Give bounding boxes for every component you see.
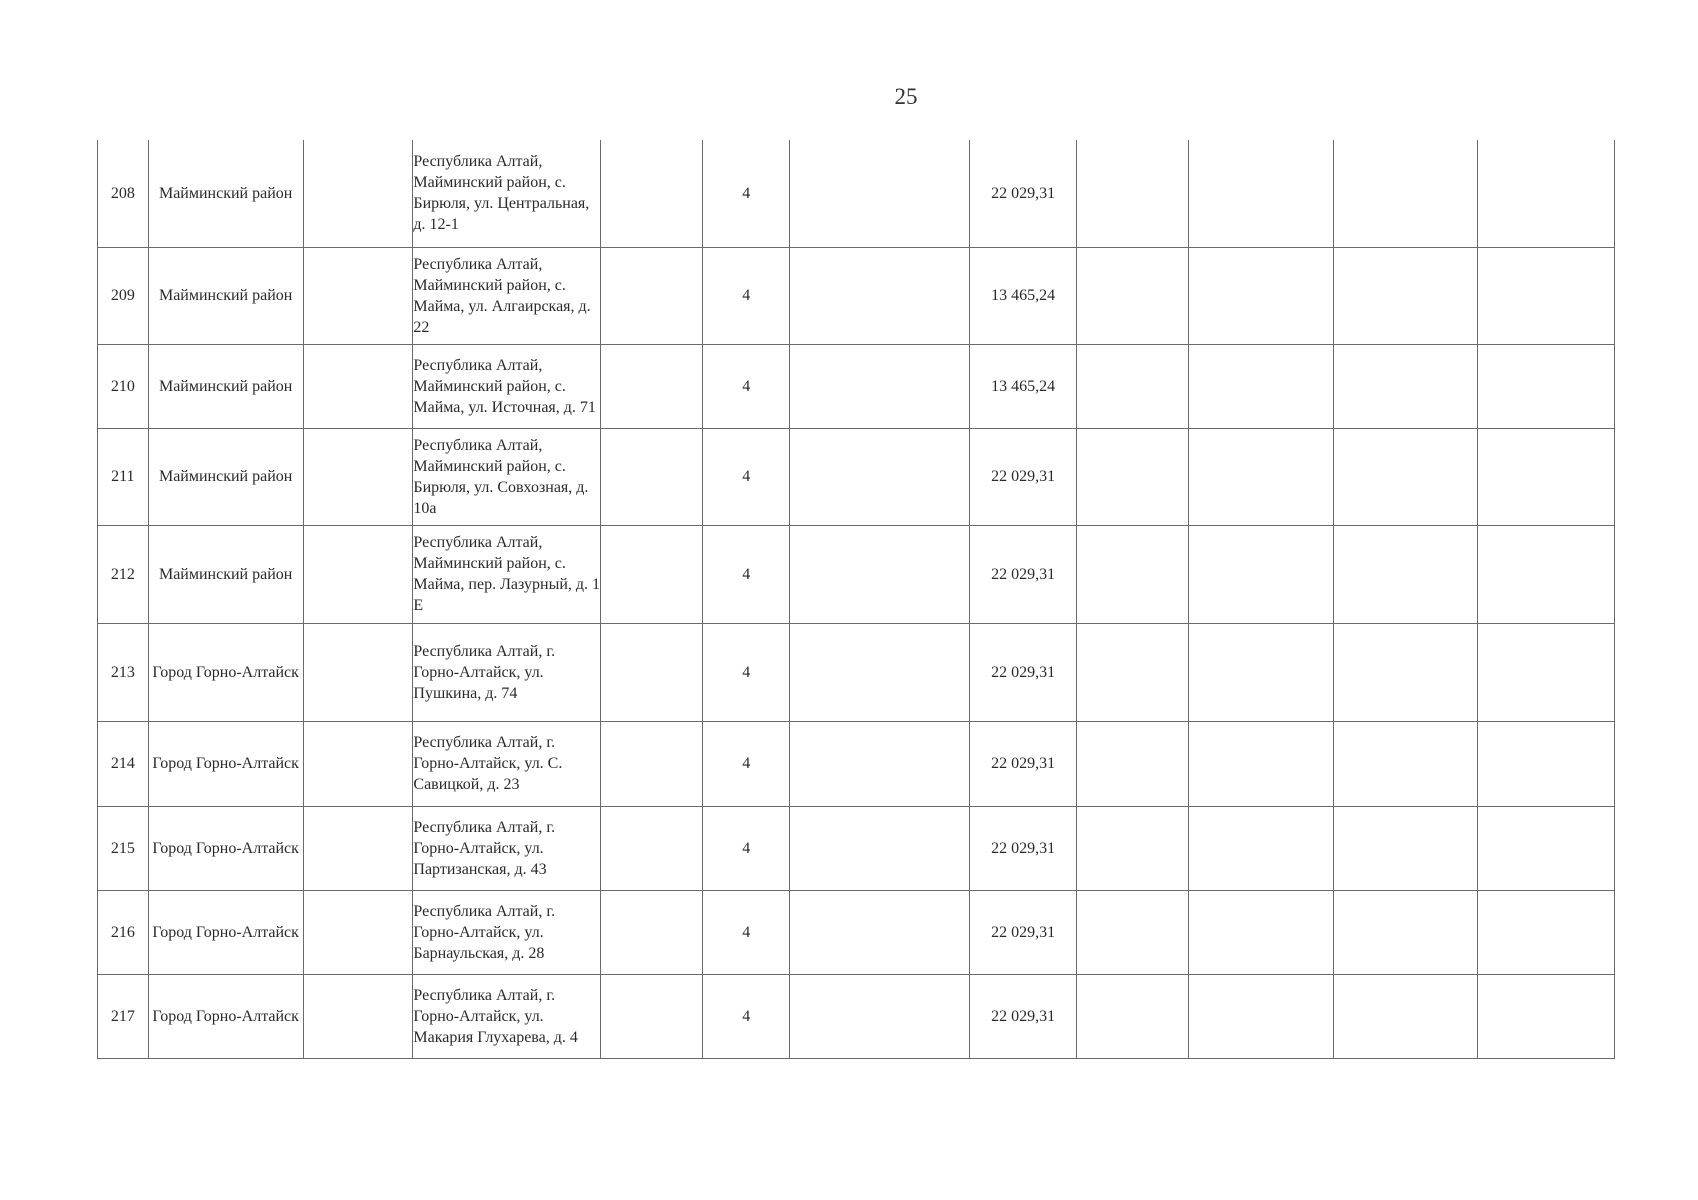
empty-cell: [1076, 974, 1188, 1058]
amount-cell: 22 029,31: [970, 890, 1077, 974]
district-cell: Город Горно-Алтайск: [148, 623, 303, 721]
empty-cell: [1076, 428, 1188, 525]
empty-cell: [1477, 344, 1614, 428]
document-table: [97, 140, 1615, 1059]
empty-cell: [1188, 247, 1334, 344]
empty-cell: [1076, 140, 1188, 247]
address-cell: Республика Алтай, Майминский район, с. Майма, ул. Источная, д. 71: [413, 344, 601, 428]
empty-cell: [1334, 428, 1477, 525]
empty-cell: [1334, 623, 1477, 721]
empty-cell: [303, 623, 413, 721]
empty-cell: [1188, 140, 1334, 247]
empty-cell: [1076, 525, 1188, 623]
empty-cell: [303, 890, 413, 974]
count-cell: 4: [703, 140, 790, 247]
table-row: [98, 140, 1615, 247]
district-cell: Майминский район: [148, 428, 303, 525]
empty-cell: [601, 428, 703, 525]
count-cell: 4: [703, 890, 790, 974]
empty-cell: [789, 428, 969, 525]
row-number-cell: 210: [98, 344, 149, 428]
amount-cell: 22 029,31: [970, 428, 1077, 525]
empty-cell: [1477, 428, 1614, 525]
district-cell: Город Горно-Алтайск: [148, 721, 303, 806]
table-row: [98, 344, 1615, 428]
empty-cell: [601, 247, 703, 344]
empty-cell: [789, 721, 969, 806]
row-number-cell: 214: [98, 721, 149, 806]
row-number-cell: 216: [98, 890, 149, 974]
address-cell: Республика Алтай, г. Горно-Алтайск, ул. Пушкина, д. 74: [413, 623, 601, 721]
empty-cell: [789, 525, 969, 623]
empty-cell: [601, 525, 703, 623]
empty-cell: [1188, 806, 1334, 890]
table-row: [98, 428, 1615, 525]
empty-cell: [303, 428, 413, 525]
amount-cell: 22 029,31: [970, 806, 1077, 890]
empty-cell: [1334, 140, 1477, 247]
district-cell: Город Горно-Алтайск: [148, 890, 303, 974]
empty-cell: [1188, 344, 1334, 428]
amount-cell: 22 029,31: [970, 974, 1077, 1058]
count-cell: 4: [703, 247, 790, 344]
empty-cell: [1477, 623, 1614, 721]
row-number-cell: 215: [98, 806, 149, 890]
table-row: [98, 525, 1615, 623]
empty-cell: [1188, 525, 1334, 623]
empty-cell: [789, 247, 969, 344]
page-number: 25: [894, 84, 918, 109]
empty-cell: [1477, 974, 1614, 1058]
empty-cell: [303, 247, 413, 344]
amount-cell: 13 465,24: [970, 344, 1077, 428]
district-cell: Майминский район: [148, 140, 303, 247]
amount-cell: 13 465,24: [970, 247, 1077, 344]
empty-cell: [303, 721, 413, 806]
empty-cell: [1477, 806, 1614, 890]
empty-cell: [1076, 344, 1188, 428]
amount-cell: 22 029,31: [970, 721, 1077, 806]
empty-cell: [1188, 974, 1334, 1058]
district-cell: Город Горно-Алтайск: [148, 974, 303, 1058]
empty-cell: [1334, 344, 1477, 428]
amount-cell: 22 029,31: [970, 525, 1077, 623]
row-number-cell: 217: [98, 974, 149, 1058]
count-cell: 4: [703, 974, 790, 1058]
empty-cell: [601, 890, 703, 974]
empty-cell: [1334, 525, 1477, 623]
row-number-cell: 209: [98, 247, 149, 344]
empty-cell: [303, 525, 413, 623]
address-cell: Республика Алтай, Майминский район, с. Бирюля, ул. Центральная, д. 12-1: [413, 140, 601, 247]
district-cell: Майминский район: [148, 344, 303, 428]
empty-cell: [1188, 890, 1334, 974]
row-number-cell: 211: [98, 428, 149, 525]
empty-cell: [1076, 890, 1188, 974]
empty-cell: [303, 140, 413, 247]
empty-cell: [789, 806, 969, 890]
count-cell: 4: [703, 525, 790, 623]
empty-cell: [1334, 890, 1477, 974]
empty-cell: [601, 974, 703, 1058]
row-number-cell: 213: [98, 623, 149, 721]
table-row: [98, 247, 1615, 344]
empty-cell: [789, 974, 969, 1058]
address-cell: Республика Алтай, Майминский район, с. Майма, пер. Лазурный, д. 1 Е: [413, 525, 601, 623]
empty-cell: [1477, 140, 1614, 247]
empty-cell: [1076, 806, 1188, 890]
address-cell: Республика Алтай, Майминский район, с. Майма, ул. Алгаирская, д. 22: [413, 247, 601, 344]
empty-cell: [601, 344, 703, 428]
empty-cell: [1477, 721, 1614, 806]
amount-cell: 22 029,31: [970, 140, 1077, 247]
empty-cell: [1334, 806, 1477, 890]
district-cell: Майминский район: [148, 247, 303, 344]
empty-cell: [789, 344, 969, 428]
empty-cell: [303, 974, 413, 1058]
address-cell: Республика Алтай, г. Горно-Алтайск, ул. Макария Глухарева, д. 4: [413, 974, 601, 1058]
count-cell: 4: [703, 428, 790, 525]
empty-cell: [303, 806, 413, 890]
count-cell: 4: [703, 623, 790, 721]
empty-cell: [601, 623, 703, 721]
address-cell: Республика Алтай, Майминский район, с. Бирюля, ул. Совхозная, д. 10а: [413, 428, 601, 525]
empty-cell: [303, 344, 413, 428]
table-row: [98, 623, 1615, 721]
empty-cell: [1188, 721, 1334, 806]
empty-cell: [789, 140, 969, 247]
empty-cell: [601, 806, 703, 890]
empty-cell: [789, 623, 969, 721]
row-number-cell: 212: [98, 525, 149, 623]
empty-cell: [789, 890, 969, 974]
empty-cell: [1334, 247, 1477, 344]
district-cell: Город Горно-Алтайск: [148, 806, 303, 890]
count-cell: 4: [703, 806, 790, 890]
empty-cell: [1076, 721, 1188, 806]
table-row: [98, 890, 1615, 974]
empty-cell: [601, 721, 703, 806]
empty-cell: [1477, 890, 1614, 974]
address-cell: Республика Алтай, г. Горно-Алтайск, ул. С. Савицкой, д. 23: [413, 721, 601, 806]
address-cell: Республика Алтай, г. Горно-Алтайск, ул. Партизанская, д. 43: [413, 806, 601, 890]
row-number-cell: 208: [98, 140, 149, 247]
amount-cell: 22 029,31: [970, 623, 1077, 721]
table-row: [98, 974, 1615, 1058]
district-cell: Майминский район: [148, 525, 303, 623]
table-row: [98, 721, 1615, 806]
table-row: [98, 806, 1615, 890]
count-cell: 4: [703, 344, 790, 428]
empty-cell: [601, 140, 703, 247]
empty-cell: [1334, 974, 1477, 1058]
count-cell: 4: [703, 721, 790, 806]
empty-cell: [1076, 247, 1188, 344]
empty-cell: [1076, 623, 1188, 721]
empty-cell: [1477, 247, 1614, 344]
empty-cell: [1188, 428, 1334, 525]
empty-cell: [1188, 623, 1334, 721]
empty-cell: [1477, 525, 1614, 623]
empty-cell: [1334, 721, 1477, 806]
address-cell: Республика Алтай, г. Горно-Алтайск, ул. Барнаульская, д. 28: [413, 890, 601, 974]
